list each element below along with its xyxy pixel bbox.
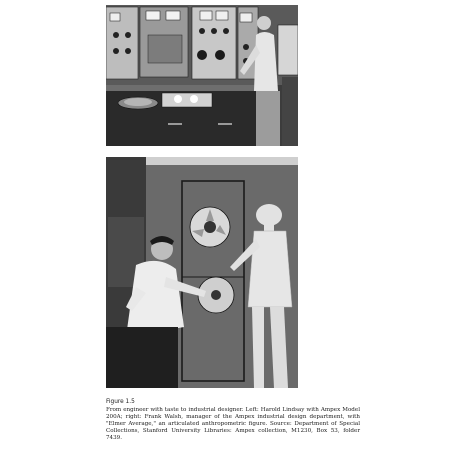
photo-frank-walsh-elmer-average — [106, 157, 298, 388]
photo-harold-lindsay-ampex-200a — [106, 5, 298, 146]
figure-caption: From engineer with taste to industrial designer. Left: Harold Lindsay with Ampex Model 200A; right: Frank Walsh, manager of the Ampex industrial design department, with "Elmer Average," an articulated anthropometric figure. Source: Department of Special Collections, Stanford University Libraries: Ampex collection, M1230, Box 53, folder 7439. — [106, 407, 360, 442]
figure-caption-block — [106, 399, 360, 443]
figure-label: Figure 1.5 — [106, 399, 135, 405]
